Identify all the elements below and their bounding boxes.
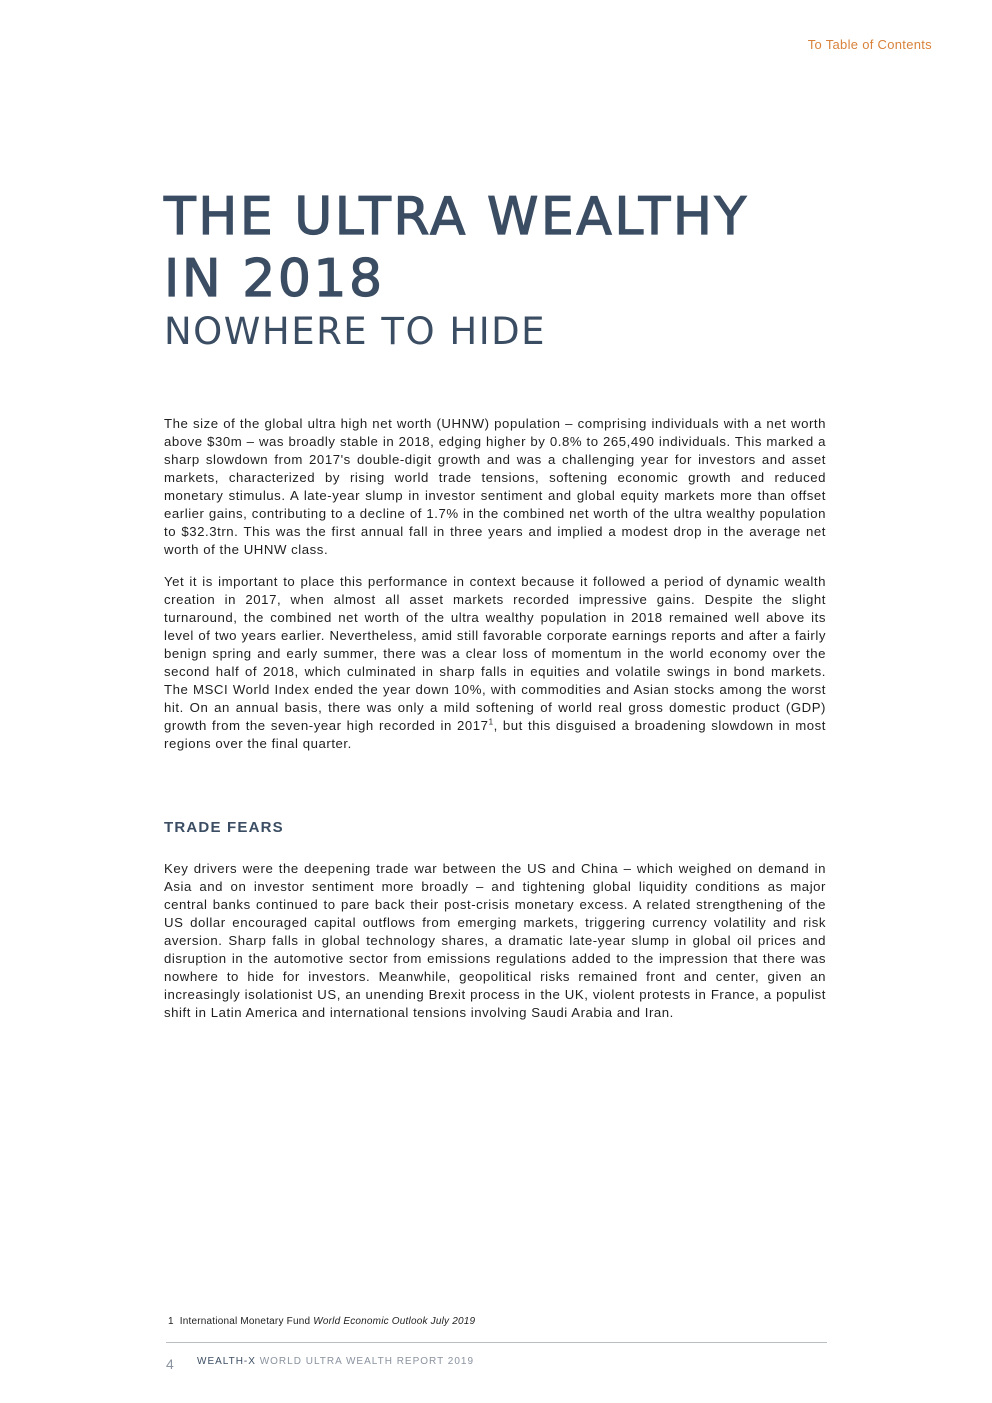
footnote	[168, 1316, 475, 1327]
page-number: 4	[166, 1356, 174, 1372]
footer-brand: WEALTH-X	[197, 1356, 256, 1367]
paragraph-2	[164, 573, 826, 753]
footnote-source: International Monetary Fund	[179, 1316, 311, 1327]
footer-report-title	[197, 1356, 474, 1367]
footnote-reference: 1	[488, 717, 494, 727]
table-of-contents-link[interactable]: To Table of Contents	[807, 37, 932, 52]
paragraph-2-text-a: Yet it is important to place this performance in context because it followed a period of dynamic wealth creation in 2017, when almost all asset markets recorded impressive gains. Despite the slight turnaround, the combined net worth of the ultra wealthy population in 2018 remained well above its level of two years earlier. Nevertheless, amid still favorable corporate earnings reports and after a fairly benign spring and early summer, there was a clear loss of momentum in the world economy over the second half of 2018, which culminated in sharp falls in equities and volatile swings in bond markets. The MSCI World Index ended the year down 10%, with commodities and Asian stocks among the worst hit. On an annual basis, there was only a mild softening of world real gross domestic product (GDP) growth from the seven-year high recorded in 2017	[164, 574, 826, 733]
intro-section	[164, 415, 826, 767]
page-title	[164, 186, 864, 310]
section-heading-trade-fears: TRADE FEARS	[164, 819, 284, 836]
paragraph-2-text-b: , but this disguised a broadening slowdown in most regions over the final quarter.	[164, 718, 826, 751]
footer-divider	[166, 1342, 827, 1343]
footer-report-name: WORLD ULTRA WEALTH REPORT 2019	[259, 1356, 475, 1367]
trade-fears-section	[164, 860, 826, 1036]
title-line-1: THE ULTRA WEALTHY	[164, 187, 749, 247]
page-subtitle: NOWHERE TO HIDE	[164, 310, 547, 353]
footnote-publication: World Economic Outlook July 2019	[313, 1316, 476, 1327]
paragraph-3: Key drivers were the deepening trade war between the US and China – which weighed on demand in Asia and on investor sentiment more broadly – and tightening global liquidity conditions as major central banks continued to pare back their post-crisis monetary excess. A related strengthening of the US dollar encouraged capital outflows from emerging markets, triggering currency volatility and risk aversion. Sharp falls in global technology shares, a dramatic late-year slump in global oil prices and disruption in the automotive sector from emissions regulations added to the impression that there was nowhere to hide for investors. Meanwhile, geopolitical risks remained front and center, given an increasingly isolationist US, an unending Brexit process in the UK, violent protests in France, a populist shift in Latin America and international tensions involving Saudi Arabia and Iran.	[164, 861, 826, 1020]
title-line-2: IN 2018	[164, 249, 385, 309]
footnote-number: 1	[168, 1316, 174, 1327]
paragraph-1: The size of the global ultra high net worth (UHNW) population – comprising individuals with a net worth above $30m – was broadly stable in 2018, edging higher by 0.8% to 265,490 individuals. This marked a sharp slowdown from 2017's double-digit growth and was a challenging year for investors and asset markets, characterized by rising world trade tensions, softening economic growth and reduced monetary stimulus. A late-year slump in investor sentiment and global equity markets more than offset earlier gains, contributing to a decline of 1.7% in the combined net worth of the ultra wealthy population to $32.3trn. This was the first annual fall in three years and implied a modest drop in the average net worth of the UHNW class.	[164, 416, 826, 557]
